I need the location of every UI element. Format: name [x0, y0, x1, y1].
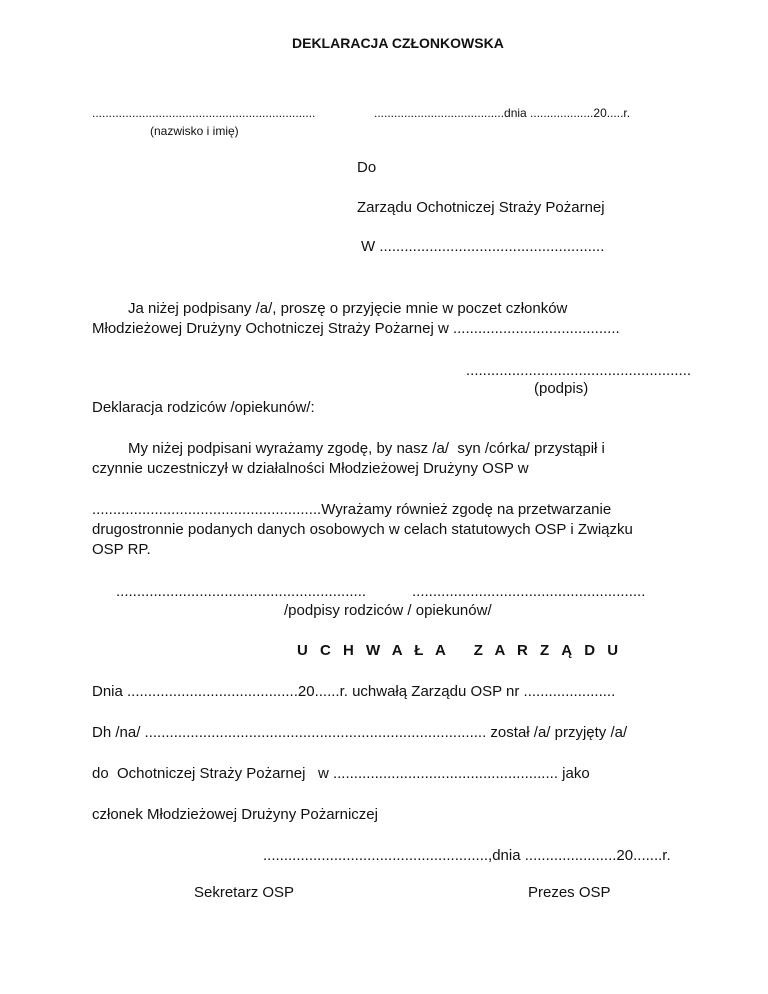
parents-line-5: OSP RP. [92, 541, 151, 558]
resolution-date-line: ......................................................,dnia ......................20.......r. [263, 847, 671, 864]
parents-line-4: drugostronnie podanych danych osobowych w celach statutowych OSP i Związku [92, 521, 633, 538]
president-label: Prezes OSP [528, 884, 611, 901]
parents-heading: Deklaracja rodziców /opiekunów/: [92, 399, 315, 416]
resolution-line-2: Dh /na/ .................................................................................. został /a/ przyjęty /a/ [92, 724, 628, 741]
parents-signature-caption: /podpisy rodziców / opiekunów/ [284, 602, 492, 619]
declaration-line-2: Młodzieżowej Drużyny Ochotniczej Straży Pożarnej w ........................................ [92, 320, 620, 337]
resolution-line-3: do Ochotniczej Straży Pożarnej w ...................................................... jako [92, 765, 590, 782]
signature-dotted-line: ...................................................... [466, 362, 692, 379]
addressee-board: Zarządu Ochotniczej Straży Pożarnej [357, 199, 605, 216]
signature-caption: (podpis) [534, 380, 589, 397]
name-dotted-line: ................................................................... [92, 106, 316, 120]
declaration-line-1: Ja niżej podpisany /a/, proszę o przyjęcie mnie w poczet członków [128, 300, 568, 317]
document-title: DEKLARACJA CZŁONKOWSKA [292, 35, 504, 51]
resolution-line-4: członek Młodzieżowej Drużyny Pożarniczej [92, 806, 378, 823]
parents-signature-left: ............................................................ [116, 583, 367, 600]
parents-line-3: .......................................................Wyrażamy również zgodę na przetwarzanie [92, 501, 612, 518]
parents-line-2: czynnie uczestniczył w działalności Młodzieżowej Drużyny OSP w [92, 460, 529, 477]
addressee-do: Do [357, 159, 377, 176]
parents-signature-right: ........................................................ [412, 583, 646, 600]
resolution-line-1: Dnia .........................................20......r. uchwałą Zarządu OSP nr ...................... [92, 683, 616, 700]
name-caption: (nazwisko i imię) [150, 124, 239, 138]
resolution-heading: U C H W A Ł A Z A R Z Ą D U [297, 642, 623, 659]
addressee-location: W ...................................................... [361, 238, 605, 255]
secretary-label: Sekretarz OSP [194, 884, 295, 901]
parents-line-1: My niżej podpisani wyrażamy zgodę, by nasz /a/ syn /córka/ przystąpił i [128, 440, 605, 457]
place-date-dotted-line: .......................................dnia ...................20.....r. [374, 106, 631, 120]
